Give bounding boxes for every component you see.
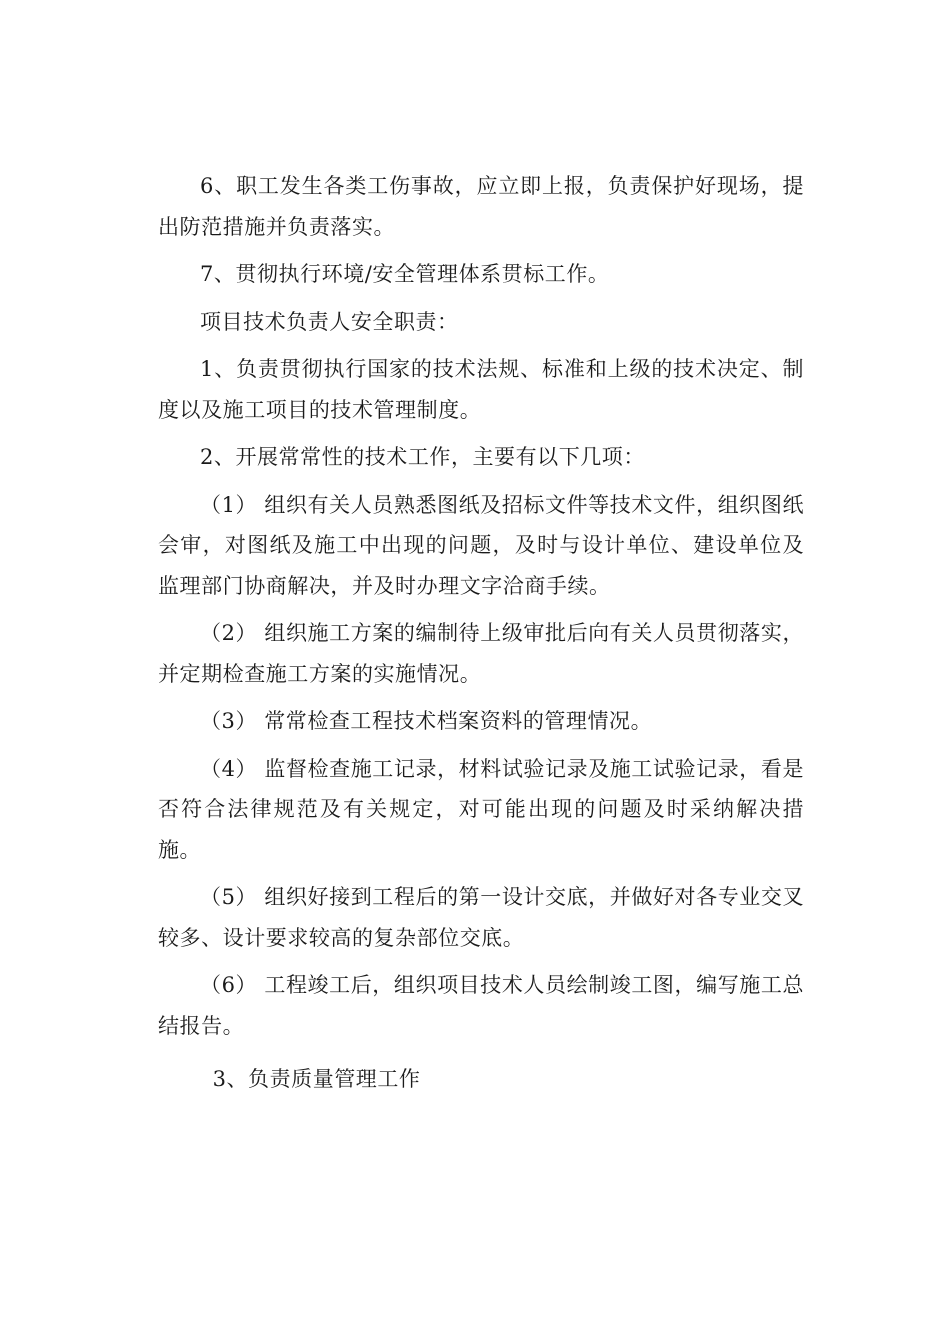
paragraph-3-quality: 3、负责质量管理工作 [212, 1067, 421, 1091]
paragraph-6-injury-report: 6、职工发生各类工伤事故，应立即上报，负责保护好现场，提出防范措施并负责落实。 [158, 174, 804, 239]
section-heading-tech-lead-duties: 项目技术负责人安全职责： [200, 309, 459, 334]
list-item-1-drawings: （1） 组织有关人员熟悉图纸及招标文件等技术文件，组织图纸会审，对图纸及施工中出现的问题，及时与设计单位、建设单位及监理部门协商解决，并及时办理文字洽商手续。 [158, 492, 804, 598]
list-item-5-design-briefing: （5） 组织好接到工程后的第一设计交底，并做好对各专业交叉较多、设计要求较高的复杂部位交底。 [158, 885, 804, 950]
paragraph-1-regulations: 1、负责贯彻执行国家的技术法规、标准和上级的技术决定、制度以及施工项目的技术管理制度。 [158, 357, 804, 422]
list-item-4-records: （4） 监督检查施工记录，材料试验记录及施工试验记录，看是否符合法律规范及有关规定，对可能出现的问题及时采纳解决措施。 [158, 756, 804, 862]
list-item-2-construction-plan: （2） 组织施工方案的编制待上级审批后向有关人员贯彻落实，并定期检查施工方案的实施情况。 [158, 621, 804, 686]
list-item-6-completion: （6） 工程竣工后，组织项目技术人员绘制竣工图，编写施工总结报告。 [158, 973, 804, 1038]
list-item-3-archives: （3） 常常检查工程技术档案资料的管理情况。 [200, 709, 653, 733]
paragraph-7-standards: 7、贯彻执行环境/安全管理体系贯标工作。 [200, 262, 610, 286]
document-page [158, 166, 804, 1100]
paragraph-2-routine-work: 2、开展常常性的技术工作，主要有以下几项： [200, 445, 645, 469]
